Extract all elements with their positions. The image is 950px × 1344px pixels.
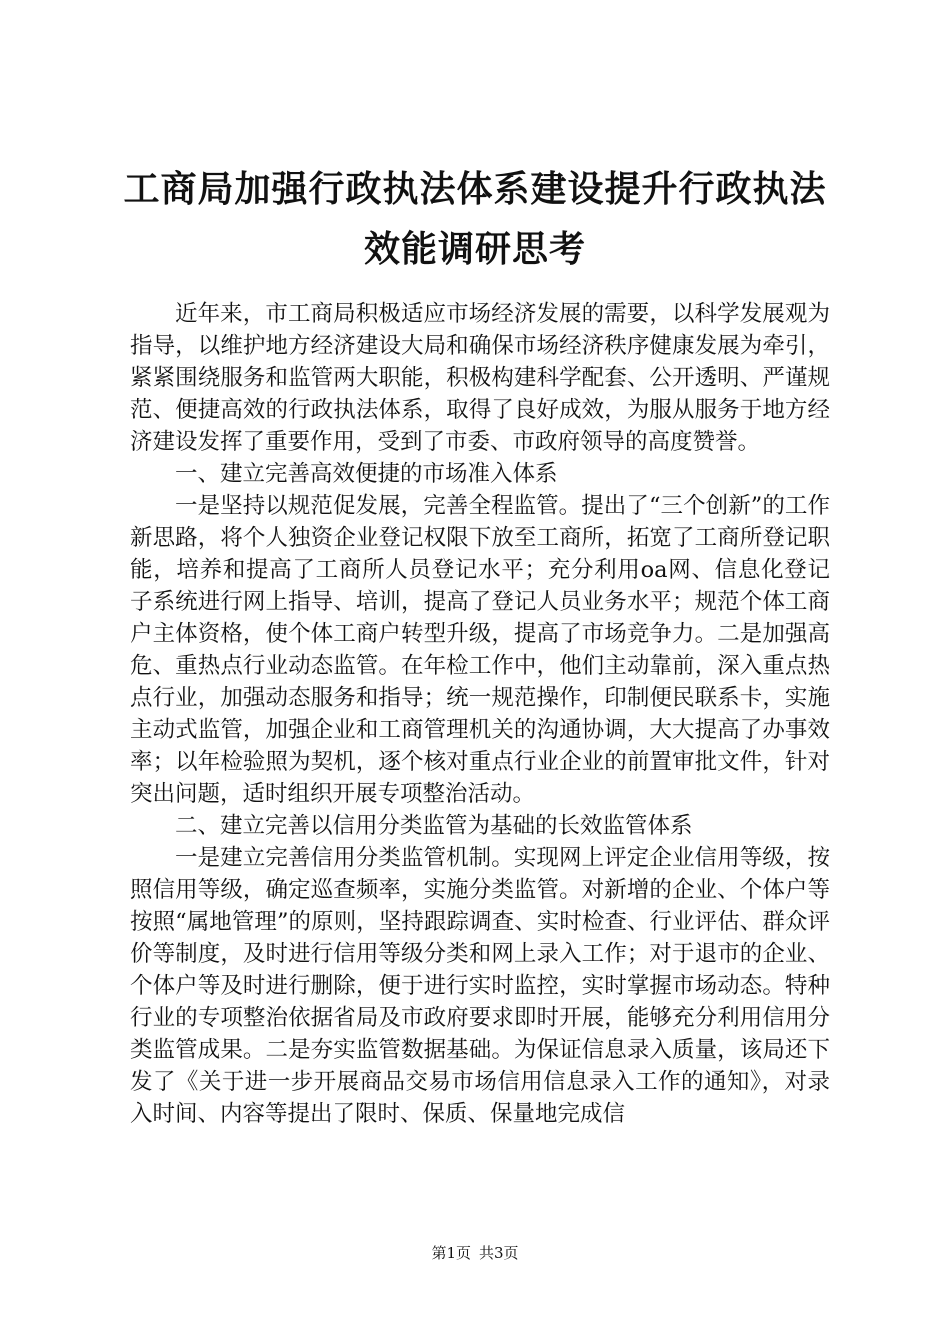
document-body bbox=[130, 298, 830, 1130]
paragraph-section-1: 一是坚持以规范促发展，完善全程监管。提出了“三个创新”的工作新思路，将个人独资企业登记权限下放至工商所，拓宽了工商所登记职能，培养和提高了工商所人员登记水平；充分利用oa网、信息化登记子系统进行网上指导、培训，提高了登记人员业务水平；规范个体工商户主体资格，使个体工商户转型升级，提高了市场竞争力。二是加强高危、重热点行业动态监管。在年检工作中，他们主动靠前，深入重点热点行业，加强动态服务和指导；统一规范操作，印制便民联系卡，实施主动式监管，加强企业和工商管理机关的沟通协调，大大提高了办事效率；以年检验照为契机，逐个核对重点行业企业的前置审批文件，针对突出问题，适时组织开展专项整治活动。 bbox=[130, 493, 830, 807]
page-number: 第1页 bbox=[431, 1244, 471, 1262]
paragraph-intro: 近年来，市工商局积极适应市场经济发展的需要，以科学发展观为指导，以维护地方经济建设大局和确保市场经济秩序健康发展为牵引，紧紧围绕服务和监管两大职能，积极构建科学配套、公开透明、严谨规范、便捷高效的行政执法体系，取得了良好成效，为服从服务于地方经济建设发挥了重要作用，受到了市委、市政府领导的高度赞誉。 bbox=[130, 301, 830, 455]
section-heading-2: 二、建立完善以信用分类监管为基础的长效监管体系 bbox=[175, 813, 693, 839]
section-heading-1: 一、建立完善高效便捷的市场准入体系 bbox=[175, 461, 558, 487]
document-title: 工商局加强行政执法体系建设提升行政执法效能调研思考 bbox=[123, 169, 827, 270]
paragraph-section-2: 一是建立完善信用分类监管机制。实现网上评定企业信用等级，按照信用等级，确定巡查频率，实施分类监管。对新增的企业、个体户等按照“属地管理”的原则，坚持跟踪调查、实时检查、行业评估、群众评价等制度，及时进行信用等级分类和网上录入工作；对于退市的企业、个体户等及时进行删除，便于进行实时监控，实时掌握市场动态。特种行业的专项整治依据省局及市政府要求即时开展，能够充分利用信用分类监管成果。二是夯实监管数据基础。为保证信息录入质量，该局还下发了《关于进一步开展商品交易市场信用信息录入工作的通知》，对录入时间、内容等提出了限时、保质、保量地完成信 bbox=[130, 845, 830, 1127]
page-total: 共3页 bbox=[479, 1244, 519, 1262]
page-footer bbox=[0, 1243, 950, 1263]
